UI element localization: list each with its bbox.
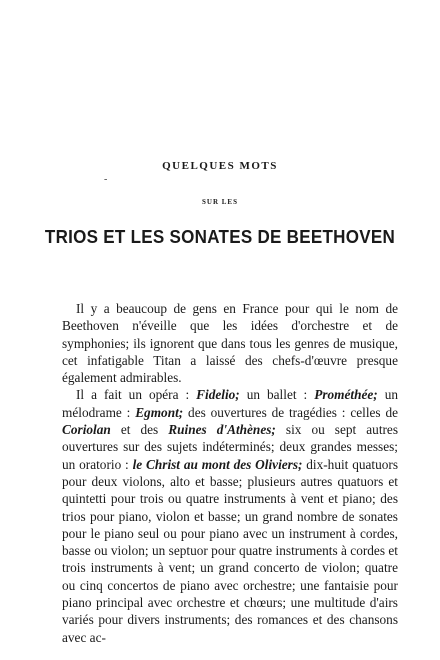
work-title-egmont: Egmont; [135,404,184,420]
work-title-christ: le Christ au mont des Oliviers; [132,456,303,472]
paragraph-1: Il y a beaucoup de gens en France pour qui le nom de Beethoven n'éveille que les idées d'orchestre et de symphonies; ils ignorent que dans tous les genres de musique, cet infatigable Titan a laissé des chefs-d'œuvre presque également admirables. [62,301,398,386]
margin-mark: - [104,174,108,185]
chapter-kicker: QUELQUES MOTS [162,160,278,172]
text-run: six ou sept autres ouvertures sur des sujets indéterminés; deux grandes messes; un oratorio : [62,422,399,472]
work-title-fidelio: Fidelio; [196,387,240,403]
text-run: des ouvertures de tragédies : celles de [183,404,398,420]
text-run: Il a fait un opéra : [76,387,197,403]
text-run: un mélodrame : [62,387,398,420]
chapter-subkicker: SUR LES [202,198,238,206]
text-run: un ballet : [239,387,315,403]
text-run: dix-huit quatuors pour deux violons, alto et basse; plusieurs autres quatuors et quintetti pour trois ou quatre instruments à vent et piano; des trios pour piano, violon et basse; un grand nombre de sonates pour le piano seul ou pour piano avec un instrument à cordes, basse ou violon; un septuor pour quatre instruments à cordes et trois instruments à vent; un grand concerto de violon; quatre ou cinq concertos de piano avec orchestre; une fantaisie pour piano principal avec orchestre et chœurs; une multitude d'airs variés pour divers instruments; des romances et des chansons avec ac- [62,456,398,645]
text-run: et des [110,422,169,438]
work-title-promethee: Prométhée; [314,387,378,403]
work-title-coriolan: Coriolan [62,422,111,438]
work-title-ruines: Ruines d'Athènes; [168,422,276,438]
paragraph-2 [62,386,398,645]
chapter-body [62,300,398,646]
chapter-title: TRIOS ET LES SONATES DE BEETHOVEN [44,226,396,247]
